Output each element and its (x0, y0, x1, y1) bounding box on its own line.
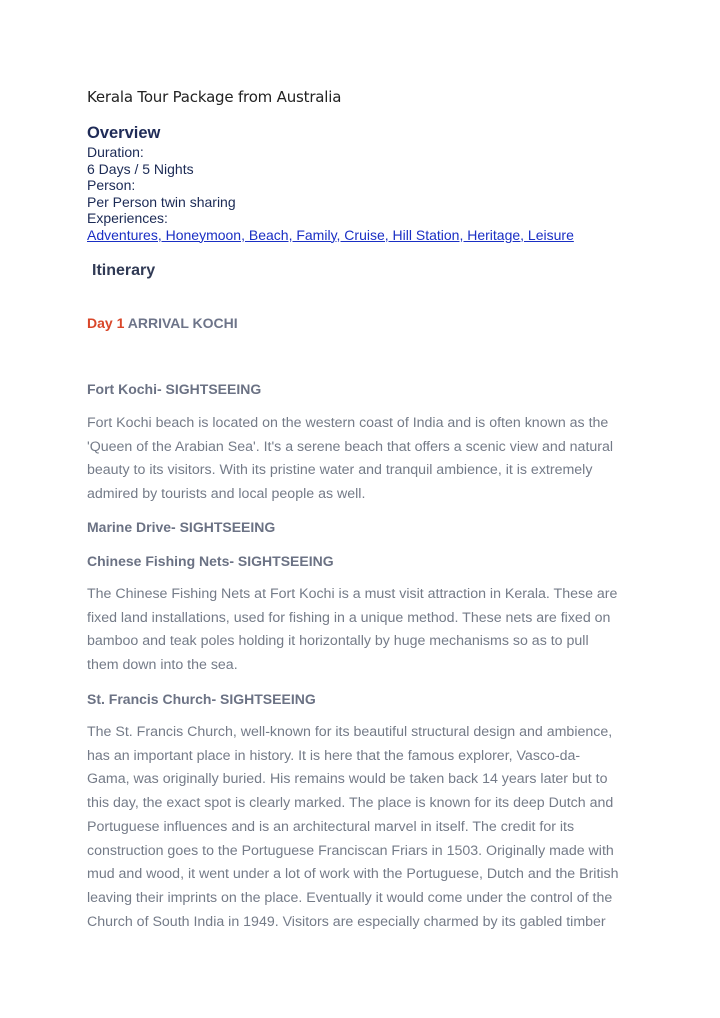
paragraph-line: Gama, was originally buried. His remains would be taken back 14 years later but to (87, 771, 608, 788)
section-title-st-francis-church: St. Francis Church- SIGHTSEEING (87, 691, 316, 707)
paragraph-line: has an important place in history. It is here that the famous explorer, Vasco-da- (87, 747, 581, 764)
person-value: Per Person twin sharing (87, 193, 236, 210)
section-title-marine-drive: Marine Drive- SIGHTSEEING (87, 519, 276, 535)
paragraph-line: them down into the sea. (87, 657, 238, 674)
section-title-chinese-fishing-nets: Chinese Fishing Nets- SIGHTSEEING (87, 553, 334, 569)
paragraph-line: Fort Kochi beach is located on the western coast of India and is often known as the (87, 415, 609, 431)
overview-details (87, 144, 574, 243)
paragraph-line: The Chinese Fishing Nets at Fort Kochi is a must visit attraction in Kerala. These are (87, 586, 618, 602)
paragraph-line: admired by tourists and local people as well. (87, 486, 366, 503)
paragraph-line: leaving their imprints on the place. Eventually it would come under the control of the (87, 889, 613, 906)
paragraph-line: Portuguese influences and is an architectural marvel in itself. The credit for its (87, 818, 575, 835)
section-title-fort-kochi: Fort Kochi- SIGHTSEEING (87, 381, 262, 397)
paragraph-line: mud and wood, it went under a lot of work with the Portuguese, Dutch and the British (87, 866, 619, 883)
experiences-label: Experiences: (87, 210, 168, 226)
paragraph-line: 'Queen of the Arabian Sea'. It's a serene beach that offers a scenic view and natural (87, 438, 614, 455)
paragraph-line: fixed land installations, used for fishing in a unique method. These nets are fixed on (87, 609, 611, 626)
paragraph-line: The St. Francis Church, well-known for its beautiful structural design and ambience, (87, 724, 613, 740)
duration-label: Duration: (87, 144, 144, 160)
document-title: Kerala Tour Package from Australia (87, 88, 342, 106)
day-title: ARRIVAL KOCHI (127, 315, 238, 331)
person-label: Person: (87, 177, 136, 193)
duration-value: 6 Days / 5 Nights (87, 160, 194, 177)
itinerary-heading: Itinerary (92, 262, 156, 279)
paragraph-line: this day, the exact spot is clearly marked. The place is known for its deep Dutch and (87, 795, 614, 812)
paragraph-line: bamboo and teak poles holding it horizontally by huge mechanisms so as to pull (87, 633, 589, 650)
section-body-fort-kochi (87, 412, 647, 507)
section-body-st-francis-church (87, 721, 647, 934)
paragraph-line: beauty to its visitors. With its pristine water and tranquil ambience, it is extremely (87, 462, 593, 479)
section-body-chinese-fishing-nets (87, 583, 647, 678)
day-number: Day 1 (87, 315, 125, 331)
paragraph-line: construction goes to the Portuguese Franciscan Friars in 1503. Originally made with (87, 842, 614, 859)
day-heading (87, 315, 238, 331)
paragraph-line: Church of South India in 1949. Visitors are especially charmed by its gabled timber (87, 913, 606, 930)
overview-heading: Overview (87, 124, 161, 142)
experiences-link[interactable]: Adventures, Honeymoon, Beach, Family, Cruise, Hill Station, Heritage, Leisure (87, 226, 574, 243)
